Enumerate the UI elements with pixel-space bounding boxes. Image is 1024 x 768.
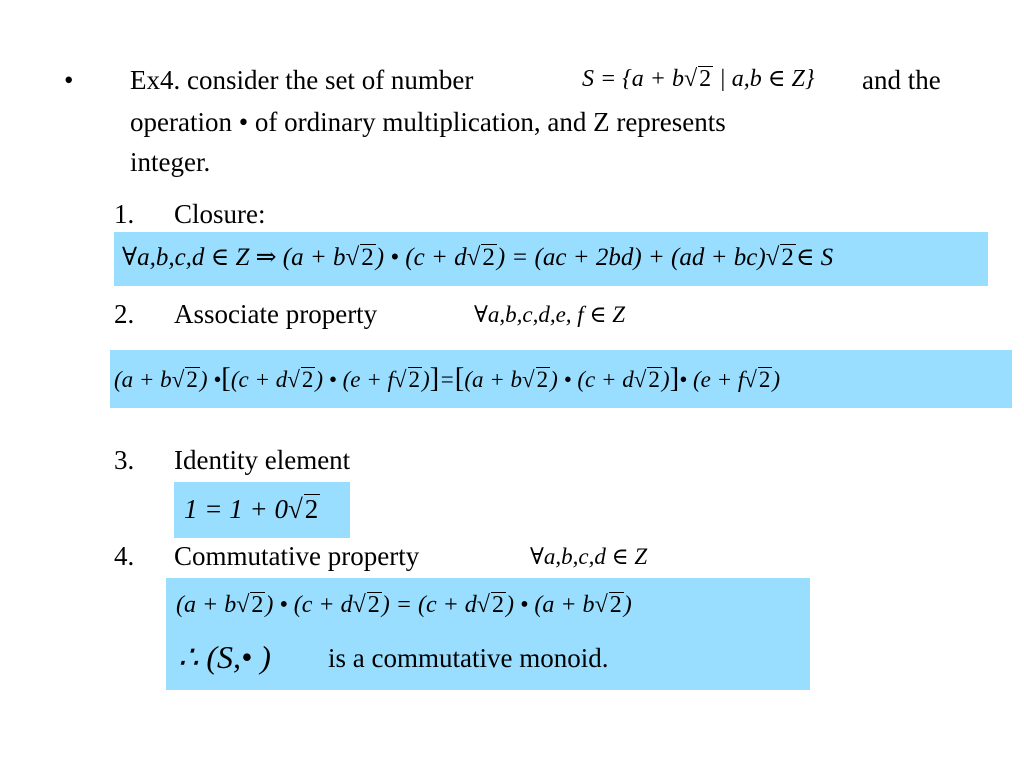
set-def-radicand: 2 xyxy=(699,66,712,92)
assoc-part-9: ) xyxy=(661,367,670,392)
conclusion-math: ∴ (S,• ) xyxy=(178,639,271,675)
sqrt-symbol: √ xyxy=(684,66,698,92)
item-4-number: 4. xyxy=(114,541,135,571)
item-3-label: Identity element xyxy=(174,445,351,475)
assoc-part-3: (c + d xyxy=(230,367,288,392)
item-3-number: 3. xyxy=(114,445,135,475)
identity-formula xyxy=(184,494,320,525)
intro-line-1-suffix: and the xyxy=(862,65,941,95)
assoc-part-5: ) xyxy=(422,367,430,392)
assoc-formula xyxy=(114,362,780,395)
bullet: • xyxy=(64,65,74,95)
assoc-part-1: (a + b xyxy=(114,367,172,392)
closure-part-2: ) • (c + d xyxy=(375,244,467,271)
item-2-label: Associate property xyxy=(174,299,378,329)
assoc-equals: = xyxy=(439,367,455,392)
comm-part-4: ) • (a + b xyxy=(505,592,595,618)
comm-radicand-2: 2 xyxy=(367,592,380,618)
closure-part-4: ∈ S xyxy=(795,244,834,271)
comm-formula xyxy=(176,592,632,619)
assoc-radicand-3: 2 xyxy=(408,367,420,392)
item-1-number: 1. xyxy=(114,199,135,229)
assoc-radicand-2: 2 xyxy=(301,367,314,392)
intro-line-2: operation • of ordinary multiplication, and Z represents xyxy=(130,107,726,137)
closure-formula xyxy=(122,242,833,272)
sqrt-symbol: √ xyxy=(287,494,303,524)
comm-radicand-1: 2 xyxy=(251,592,264,618)
item-2-number: 2. xyxy=(114,299,135,329)
sqrt-symbol: √ xyxy=(744,367,757,392)
assoc-radicand-1: 2 xyxy=(186,367,198,392)
right-bracket-2: ] xyxy=(669,362,680,394)
identity-radicand: 2 xyxy=(304,494,319,524)
sqrt-symbol: √ xyxy=(345,244,360,271)
left-bracket-1: [ xyxy=(221,362,231,394)
sqrt-symbol: √ xyxy=(352,592,366,618)
set-definition xyxy=(582,64,814,93)
assoc-part-10: • (e + f xyxy=(679,367,745,392)
comm-quantifier: ∀a,b,c,d ∈ Z xyxy=(530,544,648,569)
closure-radicand-2: 2 xyxy=(482,244,495,271)
sqrt-symbol: √ xyxy=(633,367,647,392)
right-bracket-1: ] xyxy=(429,362,440,394)
set-def-lhs: S = {a + b xyxy=(582,66,684,92)
item-1-label: Closure: xyxy=(174,199,266,229)
comm-radicand-3: 2 xyxy=(491,592,504,618)
assoc-part-11: ) xyxy=(772,367,781,392)
assoc-part-4: ) • (e + f xyxy=(315,367,394,392)
left-bracket-2: [ xyxy=(454,362,465,394)
closure-part-3: ) = (ac + 2bd) + (ad + bc) xyxy=(496,244,766,271)
assoc-radicand-6: 2 xyxy=(758,367,771,392)
comm-part-1: (a + b xyxy=(176,592,237,618)
conclusion-text: is a commutative monoid. xyxy=(328,643,609,673)
assoc-part-2: ) • xyxy=(199,367,222,392)
item-4-label: Commutative property xyxy=(174,541,420,571)
assoc-quantifier: ∀a,b,c,d,e, f ∈ Z xyxy=(474,302,626,327)
comm-radicand-4: 2 xyxy=(609,592,622,618)
sqrt-symbol: √ xyxy=(594,592,608,618)
closure-radicand-1: 2 xyxy=(361,244,374,271)
sqrt-symbol: √ xyxy=(522,367,535,392)
sqrt-symbol: √ xyxy=(765,244,780,271)
comm-part-5: ) xyxy=(623,592,632,618)
sqrt-symbol: √ xyxy=(393,367,407,392)
sqrt-symbol: √ xyxy=(171,367,185,392)
sqrt-symbol: √ xyxy=(236,592,250,618)
intro-line-1-prefix: Ex4. consider the set of number xyxy=(130,65,474,95)
set-def-rhs: | a,b ∈ Z} xyxy=(713,66,815,92)
intro-line-3: integer. xyxy=(130,147,211,177)
assoc-radicand-5: 2 xyxy=(648,367,660,392)
comm-part-2: ) • (c + d xyxy=(265,592,353,618)
comm-part-3: ) = (c + d xyxy=(381,592,477,618)
identity-part-1: 1 = 1 + 0 xyxy=(184,494,288,524)
assoc-part-8: ) • (c + d xyxy=(550,367,634,392)
closure-radicand-3: 2 xyxy=(781,244,794,271)
assoc-part-7: (a + b xyxy=(464,367,523,392)
sqrt-symbol: √ xyxy=(476,592,490,618)
sqrt-symbol: √ xyxy=(466,244,481,271)
closure-part-1: ∀a,b,c,d ∈ Z ⇒ (a + b xyxy=(122,244,346,271)
sqrt-symbol: √ xyxy=(287,367,300,392)
assoc-radicand-4: 2 xyxy=(536,367,549,392)
